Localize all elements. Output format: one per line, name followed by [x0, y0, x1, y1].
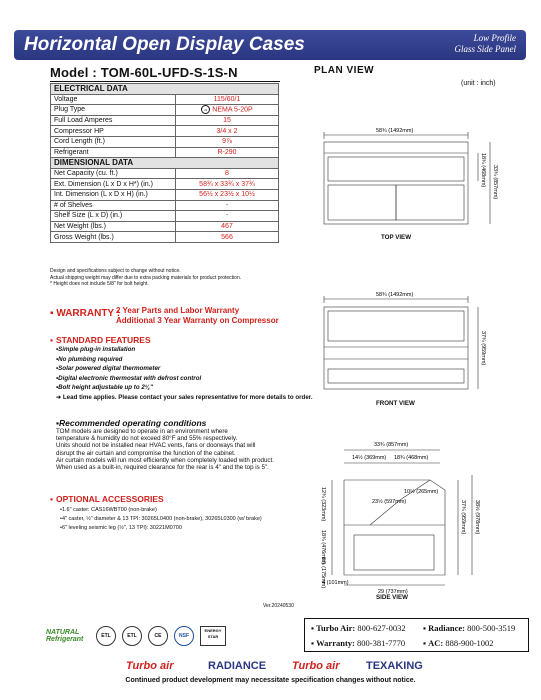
- spec-value: -: [176, 211, 279, 222]
- feature-item: • Solar powered digital thermometer: [56, 364, 313, 374]
- note-line: * Height does not include 5/8" for bolt height.: [50, 281, 149, 287]
- natural-line-1: NATURAL: [46, 629, 80, 636]
- spec-table: [50, 83, 279, 243]
- energy-star-logo: ENERGY STAR: [200, 626, 226, 646]
- spec-row: [51, 189, 279, 200]
- warranty-line-1: 2 Year Parts and Labor Warranty: [116, 306, 240, 315]
- warranty-label-text: WARRANTY :: [56, 308, 121, 319]
- natural-refrigerant-logo: [46, 629, 83, 643]
- plug-icon: ••: [201, 105, 210, 114]
- spec-row: [51, 126, 279, 137]
- spec-row: [51, 168, 279, 179]
- dimensional-heading-row: [51, 158, 279, 169]
- plan-drawings: [300, 95, 541, 605]
- feature-item: • No plumbing required: [56, 355, 313, 365]
- spec-row: [51, 232, 279, 243]
- spec-row: [51, 147, 279, 158]
- page-title: Horizontal Open Display Cases: [24, 34, 305, 55]
- spec-label: Shelf Size (L x D) (in.): [51, 211, 176, 222]
- electrical-heading-row: [51, 84, 279, 95]
- footer-note: Continued product development may necessitate specification changes without notice.: [125, 677, 416, 684]
- lead-time-note: ➜ Lead time applies. Please contact your sales representative for more details to order.: [56, 393, 313, 401]
- spec-label: Int. Dimension (L x D x H) (in.): [51, 189, 176, 200]
- dimensional-heading: DIMENSIONAL DATA: [51, 158, 279, 169]
- contact-label: Warranty:: [316, 638, 355, 648]
- etl-logo: ETL: [96, 626, 116, 646]
- side-dimension-2: 18¾ (468mm): [394, 455, 429, 461]
- spec-value-plug: [176, 105, 279, 116]
- front-view-drawing: [324, 296, 478, 389]
- side-height-1: 12¾ (323mm): [320, 487, 326, 522]
- note-line: Actual shipping weight may differ due to extra packing materials for product protection.: [50, 274, 242, 281]
- brand-logos: [126, 660, 456, 674]
- front-width-dimension: 58¾ (1492mm): [376, 292, 414, 298]
- spec-label: Full Load Amperes: [51, 115, 176, 126]
- spec-value: 3/4 x 2: [176, 126, 279, 137]
- contact-phone: 888-900-1002: [445, 638, 494, 648]
- spec-label: Net Capacity (cu. ft.): [51, 168, 176, 179]
- texaking-logo: TEXAKING: [366, 660, 423, 672]
- plug-type-value: NEMA 5-20P: [212, 106, 253, 114]
- spec-row: [51, 105, 279, 116]
- spec-value: 58¾ x 33¾ x 37¾: [176, 179, 279, 190]
- feature-item: • Simple plug-in installation: [56, 345, 313, 355]
- recommended-line: TOM models are designed to operate in an environment where: [56, 428, 228, 435]
- ce-logo: CE: [148, 626, 168, 646]
- spec-row: [51, 211, 279, 222]
- side-dimension-1: 14½ (369mm): [352, 455, 387, 461]
- side-height-3: 6⅞ (175mm): [320, 557, 326, 589]
- contact-warranty: ▪ Warranty: 800-381-7770: [311, 638, 406, 648]
- subtitle-line-1: Low Profile: [473, 33, 516, 43]
- accessory-item: • 6" leveling seismic leg (½", 13 TPI): 30221M0700: [60, 524, 262, 533]
- spec-label: Cord Length (ft.): [51, 136, 176, 147]
- side-total-height-2: 38½ (978mm): [474, 500, 480, 535]
- turbo-air-logo: Turbo air: [126, 660, 174, 672]
- bullet-icon: ▪: [50, 308, 54, 319]
- spec-value: -: [176, 200, 279, 211]
- banner-subtitle: [455, 33, 517, 55]
- side-height-2: 18¾ (476mm): [320, 530, 326, 565]
- contact-phone: 800-381-7770: [356, 638, 406, 648]
- recommended-line: Units should not be installed near HVAC vents, fans or doorways that will: [56, 442, 256, 450]
- accessory-item: • 1.6" caster: CAS16WBT00 (non-brake): [60, 506, 262, 515]
- warranty-line-2: Additional 3 Year Warranty on Compressor: [116, 316, 279, 325]
- model-number: Model : TOM-60L-UFD-S-1S-N: [50, 65, 238, 80]
- top-view-drawing: [324, 132, 490, 224]
- unit-label: (unit : inch): [461, 80, 496, 87]
- spec-label: Net Weight (lbs.): [51, 221, 176, 232]
- natural-line-2: Refrigerant: [46, 636, 84, 643]
- contact-label: Radiance:: [428, 623, 465, 633]
- spec-label: Refrigerant: [51, 147, 176, 158]
- contact-phone: 800-627-0032: [357, 623, 406, 633]
- spec-value: 566: [176, 232, 279, 243]
- accessories-list: [60, 506, 262, 532]
- subtitle-line-2: Glass Side Panel: [454, 44, 516, 54]
- radiance-logo: RADIANCE: [208, 660, 267, 672]
- etl-sanitation-logo: ETL: [122, 626, 142, 646]
- contact-phone: 800-500-3519: [467, 623, 516, 633]
- version-label: Ver.20240530: [263, 603, 294, 609]
- nsf-logo: NSF: [174, 626, 194, 646]
- spec-value: 8: [176, 168, 279, 179]
- feature-item: • Digital electronic thermostat with defrost control: [56, 374, 313, 384]
- side-view-drawing: [332, 450, 472, 585]
- side-base-dimension: 29 (737mm): [378, 589, 408, 595]
- optional-accessories-heading: ▪ OPTIONAL ACCESSORIES: [50, 494, 164, 504]
- spec-value: 56½ x 23½ x 10½: [176, 189, 279, 200]
- spec-label: Compressor HP: [51, 126, 176, 137]
- side-dimension-4: 23½ (597mm): [372, 499, 407, 505]
- recommended-line: When used as a built-in, required clearance for the rear is 4" and the top is 5".: [56, 464, 269, 472]
- side-depth-dimension: 33¾ (857mm): [374, 442, 409, 448]
- spec-row: [51, 200, 279, 211]
- plan-view-heading: PLAN VIEW: [314, 65, 375, 76]
- contact-box: [304, 618, 529, 652]
- recommended-line: disrupt the air curtain and compromise the function of the cabinet.: [56, 449, 236, 457]
- spec-value: R-290: [176, 147, 279, 158]
- contact-radiance: ▪ Radiance: 800-500-3519: [423, 623, 516, 633]
- warranty-label: [50, 308, 120, 319]
- spec-label: Ext. Dimension (L x D x H*) (in.): [51, 179, 176, 190]
- spec-row: [51, 115, 279, 126]
- recommended-conditions-text: [56, 428, 306, 471]
- turbo-air-logo: Turbo air: [292, 660, 340, 672]
- contact-label: Turbo Air:: [316, 623, 356, 633]
- spec-value: 9⅞: [176, 136, 279, 147]
- side-dimension-3: 10½ (265mm): [404, 489, 439, 495]
- side-height-4: 4 (101mm): [322, 580, 349, 586]
- standard-features-list: [56, 345, 313, 403]
- recommended-line: temperature & humidity do not exceed 80°F and 55% respectively.: [56, 435, 238, 443]
- standard-features-heading: ▪ STANDARD FEATURES: [50, 335, 151, 345]
- side-total-height-1: 37¾ (959mm): [460, 500, 466, 535]
- title-banner: [14, 30, 526, 60]
- recommended-conditions-heading: ▪ Recommended operating conditions: [56, 418, 206, 428]
- spec-label: Gross Weight (lbs.): [51, 232, 176, 243]
- recommended-line: Air curtain models will run most efficiently when completely loaded with product.: [56, 456, 274, 464]
- contact-ac: ▪ AC: 888-900-1002: [423, 638, 494, 648]
- spec-row: [51, 221, 279, 232]
- top-width-dimension: 58¾ (1492mm): [376, 128, 414, 134]
- front-height-dimension: 37¾ (959mm): [480, 331, 486, 366]
- model-underline: [50, 81, 280, 82]
- electrical-heading: ELECTRICAL DATA: [51, 84, 279, 95]
- spec-row: [51, 179, 279, 190]
- feature-item: • Bolt height adjustable up to 2¼": [56, 383, 313, 393]
- contact-turbo-air: ▪ Turbo Air: 800-627-0032: [311, 623, 406, 633]
- spec-label: Plug Type: [51, 105, 176, 116]
- spec-row: [51, 94, 279, 105]
- front-view-label: FRONT VIEW: [376, 400, 415, 407]
- spec-label: Voltage: [51, 94, 176, 105]
- spec-value: 15: [176, 115, 279, 126]
- spec-label: # of Shelves: [51, 200, 176, 211]
- spec-row: [51, 136, 279, 147]
- note-line: Design and specifications subject to change without notice.: [50, 268, 181, 274]
- side-view-label: SIDE VIEW: [376, 594, 408, 601]
- spec-value: 467: [176, 221, 279, 232]
- top-depth-outer-dimension: 33¾ (857mm): [492, 165, 498, 200]
- contact-label: AC:: [428, 638, 444, 648]
- top-depth-inner-dimension: 18¾ (468mm): [480, 153, 486, 188]
- top-view-label: TOP VIEW: [381, 234, 412, 241]
- accessory-item: • 4" caster, ½" diameter & 13 TPI: 30265L0400 (non-brake), 30265L0300 (w/ brake): [60, 515, 262, 524]
- spec-value: 115/60/1: [176, 94, 279, 105]
- spec-notes: [50, 268, 290, 288]
- certification-logos: [46, 625, 291, 651]
